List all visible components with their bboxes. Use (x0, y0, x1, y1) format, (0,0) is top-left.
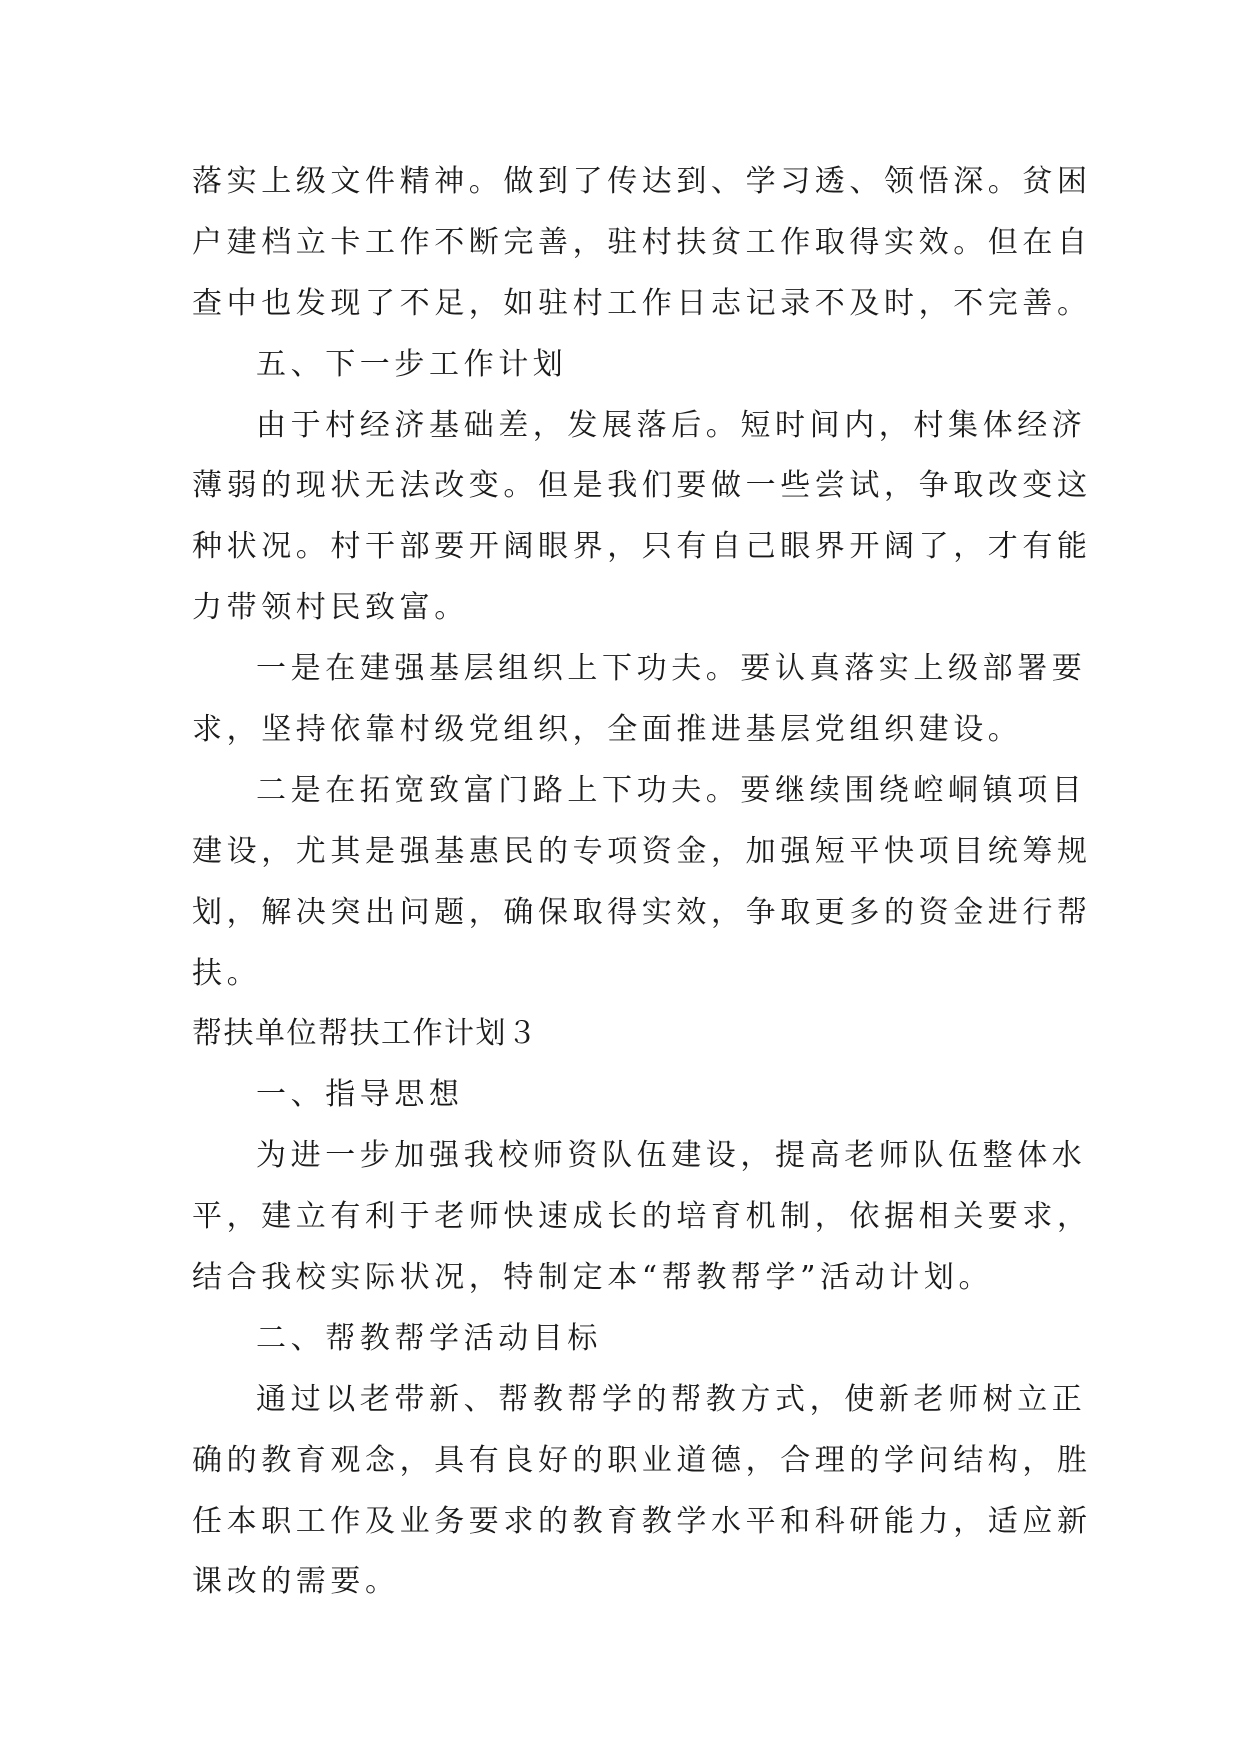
body-line: 一是在建强基层组织上下功夫。要认真落实上级部署要 (256, 651, 1087, 687)
body-line: 为进一步加强我校师资队伍建设，提高老师队伍整体水 (256, 1138, 1087, 1174)
body-line: 户建档立卡工作不断完善，驻村扶贫工作取得实效。但在自 (192, 224, 1092, 260)
body-line: 划，解决突出问题，确保取得实效，争取更多的资金进行帮 (192, 894, 1092, 930)
section-heading: 五、下一步工作计划 (256, 346, 568, 382)
body-line: 平，建立有利于老师快速成长的培育机制，依据相关要求， (192, 1199, 1092, 1235)
body-line: 二是在拓宽致富门路上下功夫。要继续围绕崆峒镇项目 (256, 772, 1087, 808)
body-line: 课改的需要。 (192, 1564, 400, 1600)
body-line: 求，坚持依靠村级党组织，全面推进基层党组织建设。 (192, 712, 1023, 748)
document-body (192, 152, 1092, 1613)
body-line: 落实上级文件精神。做到了传达到、学习透、领悟深。贫困 (192, 164, 1092, 199)
body-line: 建设，尤其是强基惠民的专项资金，加强短平快项目统筹规 (192, 833, 1092, 869)
section-heading: 一、指导思想 (256, 1077, 464, 1113)
body-line: 力带领村民致富。 (192, 590, 469, 626)
document-title: 帮扶单位帮扶工作计划３ (192, 1016, 539, 1052)
body-line: 薄弱的现状无法改变。但是我们要做一些尝试，争取改变这 (192, 468, 1092, 504)
body-line: 由于村经济基础差，发展落后。短时间内，村集体经济 (256, 407, 1087, 443)
body-line: 结合我校实际状况，特制定本“帮教帮学”活动计划。 (192, 1260, 994, 1296)
body-line: 任本职工作及业务要求的教育教学水平和科研能力，适应新 (192, 1503, 1092, 1539)
body-line: 通过以老带新、帮教帮学的帮教方式，使新老师树立正 (256, 1381, 1087, 1417)
body-line: 种状况。村干部要开阔眼界，只有自己眼界开阔了，才有能 (192, 529, 1092, 565)
body-line: 扶。 (192, 955, 262, 991)
body-line: 确的教育观念，具有良好的职业道德，合理的学问结构，胜 (192, 1442, 1092, 1478)
section-heading: 二、帮教帮学活动目标 (256, 1320, 602, 1356)
body-line: 查中也发现了不足，如驻村工作日志记录不及时，不完善。 (192, 285, 1092, 321)
